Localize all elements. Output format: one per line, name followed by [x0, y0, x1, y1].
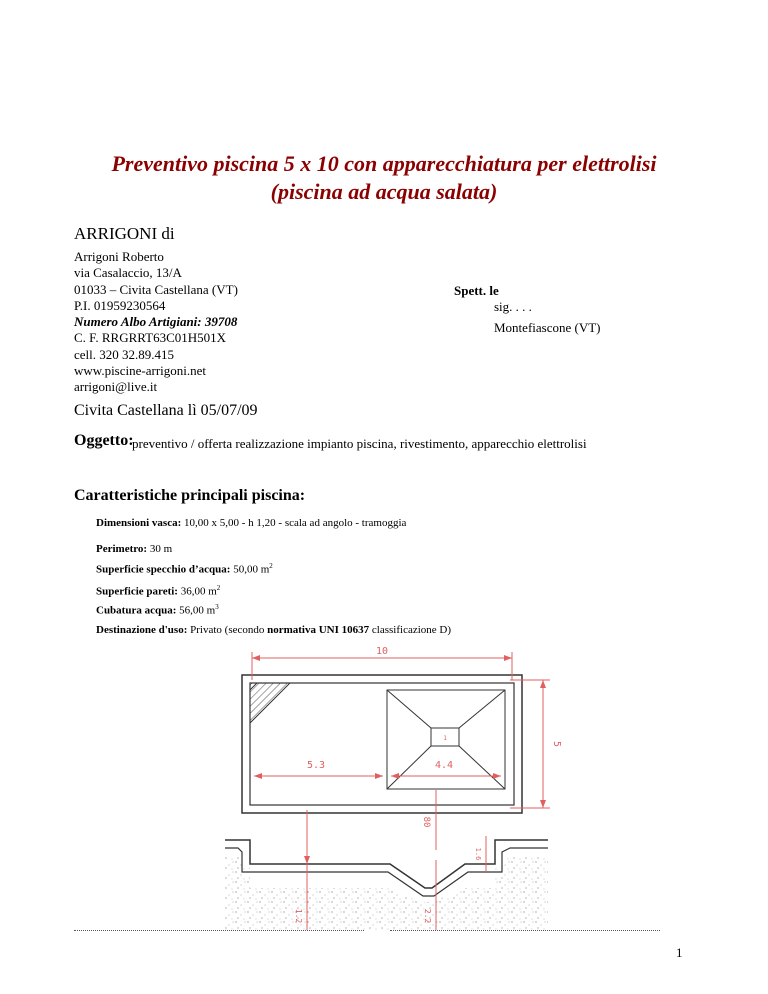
- dim-vertical-gap: 80: [421, 816, 431, 828]
- dim-depth-right: 2.2: [423, 908, 432, 924]
- spec-label: Dimensioni vasca:: [96, 517, 182, 529]
- pool-drawing: [210, 640, 570, 930]
- spec-value: 10,00 x 5,00 - h 1,20 - scala ad angolo - tramoggia: [184, 517, 407, 529]
- sender-street: via Casalaccio, 13/A: [74, 265, 182, 281]
- title-line-2: (piscina ad acqua salata): [270, 179, 498, 204]
- spec-value: 36,00 m: [180, 585, 217, 598]
- sender-website: www.piscine-arrigoni.net: [74, 363, 207, 379]
- subject: Oggetto: preventivo / offerta realizzazione impianto piscina, rivestimento, apparecchio elettrolisi: [74, 432, 714, 449]
- sender-email: arrigoni@live.it: [74, 379, 158, 395]
- spec-label: Superficie pareti:: [96, 585, 178, 598]
- spec-value: 30 m: [149, 543, 173, 555]
- subject-text: preventivo / offerta realizzazione impianto piscina, rivestimento, apparecchio elettrolisi: [132, 436, 587, 451]
- dim-hopper-top: 1: [443, 735, 447, 742]
- recipient-city: Montefiascone (VT): [494, 320, 601, 335]
- title-line-1: Preventivo piscina 5 x 10 con apparecchiatura per elettrolisi: [111, 151, 657, 176]
- sender-heading: ARRIGONI di: [74, 224, 175, 243]
- section-view: [225, 810, 548, 930]
- document-title: [40, 150, 728, 206]
- dim-hopper-length: 4.4: [434, 760, 454, 771]
- spec-water-volume: [96, 603, 219, 617]
- spec-label: Cubatura acqua:: [96, 604, 177, 617]
- recipient-name: sig. . . .: [494, 299, 532, 314]
- sender-phone: cell. 320 32.89.415: [74, 346, 175, 362]
- soil-fill: [225, 856, 548, 930]
- destination-norm: normativa UNI 10637: [267, 624, 370, 636]
- spec-exponent: 2: [216, 584, 221, 592]
- dim-depth-left: 1.2: [294, 908, 303, 924]
- sender-vat: P.I. 01959230564: [74, 297, 166, 313]
- sender-tax-code: C. F. RRGRRT63C01H501X: [74, 330, 227, 346]
- destination-pre: Privato (secondo: [190, 624, 268, 636]
- spec-value: 56,00 m: [179, 604, 216, 617]
- spec-value: 50,00 m: [233, 563, 270, 576]
- page-number: 1: [676, 945, 683, 960]
- destination-label: Destinazione d'uso:: [96, 624, 188, 636]
- dim-side-depth: 1.6: [474, 847, 482, 861]
- spec-dimensions: [96, 517, 406, 529]
- corner-stairs: [250, 683, 290, 723]
- signature-line-left: [74, 930, 364, 931]
- spec-water-surface: [96, 562, 273, 576]
- spec-exponent: 2: [269, 562, 273, 570]
- pool-outer-wall: [242, 675, 522, 813]
- spec-destination: [96, 624, 451, 636]
- pool-inner-wall: [250, 683, 514, 805]
- plan-view: [242, 646, 562, 850]
- spec-label: Superficie specchio d’acqua:: [96, 563, 231, 576]
- spec-wall-surface: [96, 584, 220, 598]
- sender-register: Numero Albo Artigiani: 39708: [74, 314, 238, 330]
- recipient-label: Spett. le: [454, 283, 499, 298]
- subject-label: Oggetto: [74, 432, 129, 449]
- dim-length: 10: [375, 646, 389, 657]
- sender-city: 01033 – Civita Castellana (VT): [74, 281, 238, 297]
- sender-name: Arrigoni Roberto: [74, 249, 164, 264]
- dim-shallow-length: 5.3: [306, 760, 326, 771]
- sender-block: [74, 249, 238, 396]
- spec-perimeter: [96, 543, 172, 555]
- dim-width: 5: [551, 740, 562, 748]
- spec-exponent: 3: [215, 603, 219, 611]
- destination-post: classificazione D): [369, 624, 452, 636]
- spec-label: Perimetro:: [96, 543, 148, 555]
- signature-line-right: [390, 930, 660, 931]
- section-title: Caratteristiche principali piscina:: [74, 487, 306, 504]
- place-date: Civita Castellana lì 05/07/09: [74, 402, 258, 419]
